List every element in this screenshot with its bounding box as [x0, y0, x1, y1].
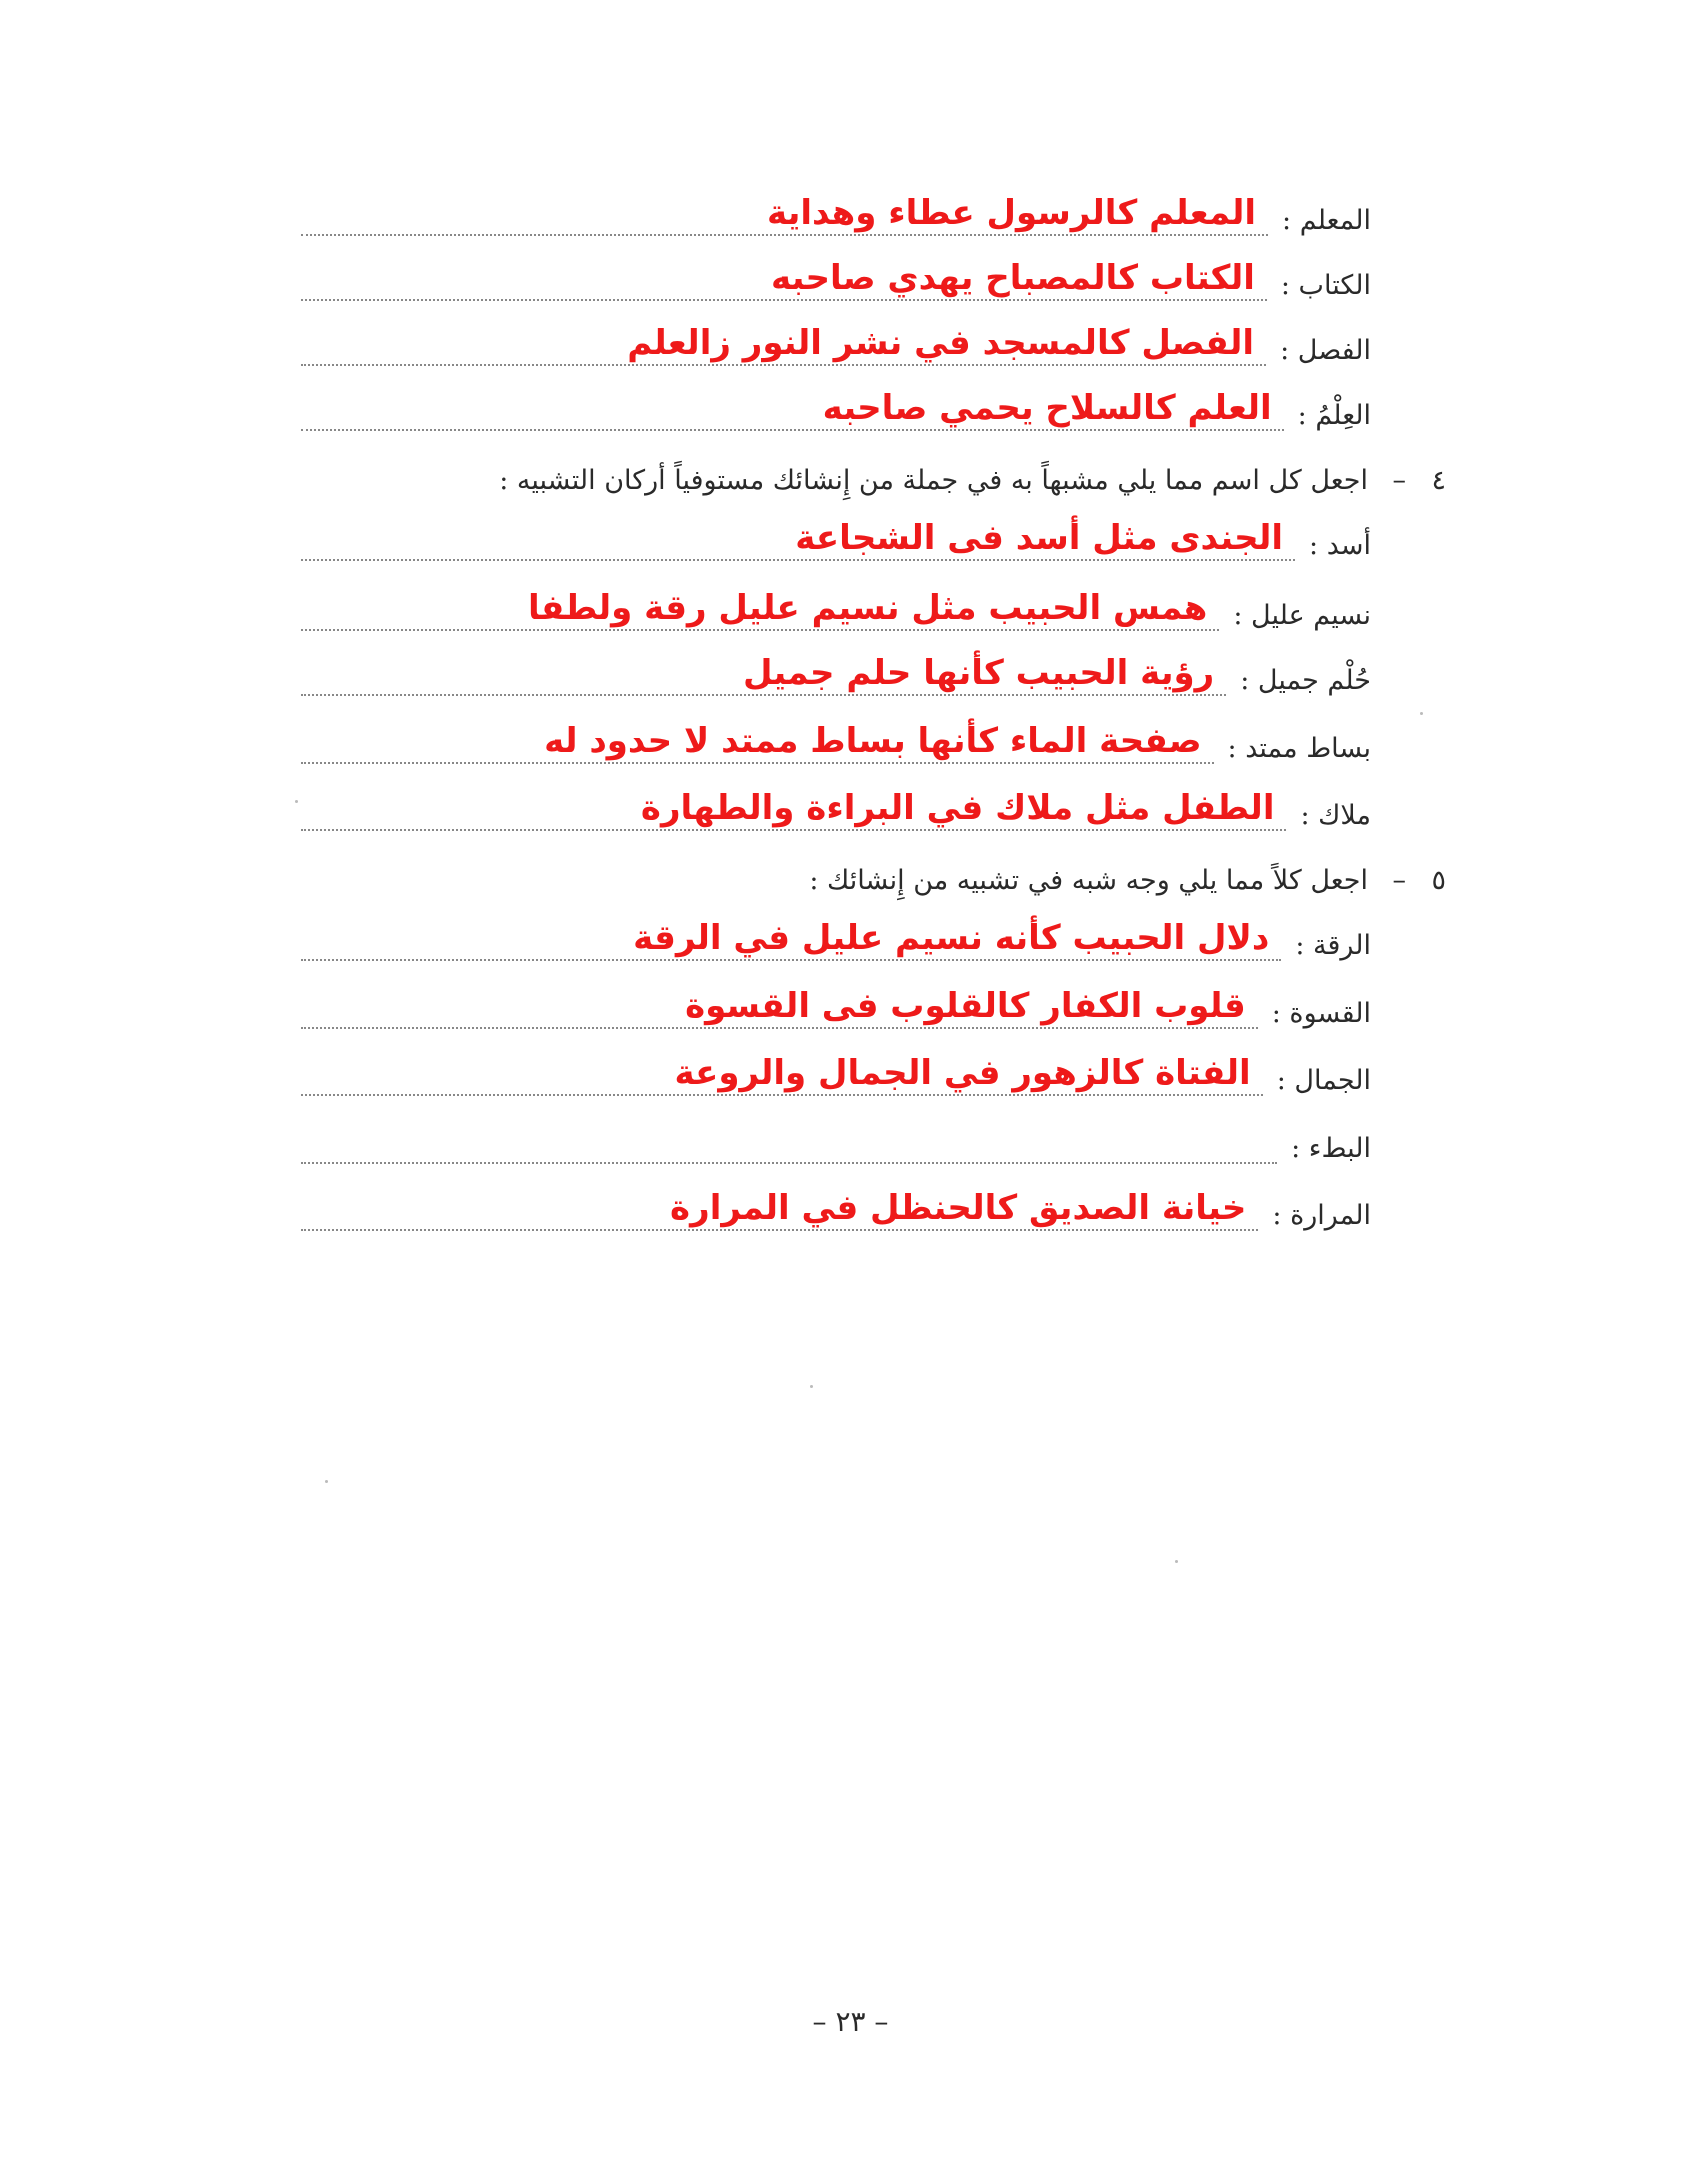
handwritten-answer: الكتاب كالمصباح يهدي صاحبه — [770, 258, 1255, 298]
answer-line-harshness — [301, 983, 1371, 1029]
page-number: – ٢٣ – — [812, 2005, 889, 2038]
answer-line-knowledge — [301, 385, 1371, 431]
handwritten-answer: الجندى مثل أسد فى الشجاعة — [795, 518, 1284, 558]
question-4-prompt — [499, 462, 1446, 500]
handwritten-answer: قلوب الكفار كالقلوب فى القسوة — [685, 986, 1246, 1026]
line-label: الكتاب : — [1280, 270, 1371, 301]
answer-line-breeze — [301, 585, 1371, 631]
handwritten-answer: خيانة الصديق كالحنظل في المرارة — [670, 1188, 1247, 1228]
answer-line-carpet — [301, 718, 1371, 764]
dotted-answer-field[interactable] — [301, 789, 1286, 831]
answer-line-class — [301, 320, 1371, 366]
line-label: ملاك : — [1300, 800, 1371, 831]
handwritten-answer: دلال الحبيب كأنه نسيم عليل في الرقة — [633, 918, 1270, 958]
line-label: الرقة : — [1295, 930, 1371, 961]
answer-line-angel — [301, 785, 1371, 831]
handwritten-answer: الفصل كالمسجد في نشر النور زالعلم — [627, 323, 1255, 363]
dotted-answer-field[interactable] — [301, 1189, 1258, 1231]
line-label: نسيم عليل : — [1233, 600, 1371, 631]
dotted-answer-field[interactable] — [301, 389, 1284, 431]
dotted-answer-field[interactable] — [301, 722, 1214, 764]
answer-line-lion — [301, 515, 1371, 561]
question-dash: – — [1392, 465, 1406, 496]
dotted-answer-field[interactable] — [301, 519, 1295, 561]
dotted-answer-field[interactable] — [301, 259, 1267, 301]
dotted-answer-field[interactable] — [301, 589, 1219, 631]
question-number: ٥ — [1431, 865, 1446, 896]
line-label: الفصل : — [1280, 335, 1371, 366]
dotted-answer-field[interactable] — [301, 324, 1266, 366]
question-text: اجعل كل اسم مما يلي مشبهاً به في جملة من إِنشائك مستوفياً أركان التشبيه : — [499, 465, 1368, 496]
line-label: المعلم : — [1282, 205, 1371, 236]
dotted-answer-field[interactable] — [301, 919, 1281, 961]
handwritten-answer: العلم كالسلاح يحمي صاحبه — [822, 388, 1272, 428]
line-label: حُلْم جميل : — [1240, 665, 1371, 696]
dotted-answer-field[interactable] — [301, 654, 1226, 696]
answer-line-book — [301, 255, 1371, 301]
scan-speck — [810, 1385, 813, 1388]
question-text: اجعل كلاً مما يلي وجه شبه في تشبيه من إِنشائك : — [809, 865, 1368, 896]
handwritten-answer: همس الحبيب مثل نسيم عليل رقة ولطفا — [528, 588, 1208, 628]
line-label: بساط ممتد : — [1227, 733, 1371, 764]
question-5-prompt — [809, 862, 1446, 900]
handwritten-answer: المعلم كالرسول عطاء وهداية — [766, 193, 1257, 233]
handwritten-answer: رؤية الحبيب كأنها حلم جميل — [743, 653, 1215, 693]
dotted-answer-field[interactable] — [301, 1054, 1263, 1096]
line-label: أسد : — [1309, 530, 1371, 561]
answer-line-dream — [301, 650, 1371, 696]
dotted-answer-field[interactable] — [301, 1122, 1277, 1164]
dotted-answer-field[interactable] — [301, 987, 1258, 1029]
line-label: القسوة : — [1271, 998, 1371, 1029]
scan-speck — [1420, 712, 1423, 715]
question-number: ٤ — [1431, 465, 1446, 496]
scan-speck — [325, 1480, 328, 1483]
answer-line-tenderness — [301, 915, 1371, 961]
line-label: العِلْمُ : — [1297, 400, 1371, 431]
handwritten-answer: الطفل مثل ملاك في البراءة والطهارة — [640, 788, 1275, 828]
answer-line-bitterness — [301, 1185, 1371, 1231]
line-label: الجمال : — [1276, 1065, 1371, 1096]
scan-speck — [295, 800, 298, 803]
handwritten-answer: الفتاة كالزهور في الجمال والروعة — [674, 1053, 1251, 1093]
handwritten-answer: صفحة الماء كأنها بساط ممتد لا حدود له — [544, 721, 1202, 761]
answer-line-slowness — [301, 1118, 1371, 1164]
line-label: البطء : — [1291, 1133, 1371, 1164]
scan-speck — [1175, 1560, 1178, 1563]
answer-line-beauty — [301, 1050, 1371, 1096]
dotted-answer-field[interactable] — [301, 194, 1268, 236]
question-dash: – — [1392, 865, 1406, 896]
answer-line-teacher — [301, 190, 1371, 236]
line-label: المرارة : — [1272, 1200, 1371, 1231]
